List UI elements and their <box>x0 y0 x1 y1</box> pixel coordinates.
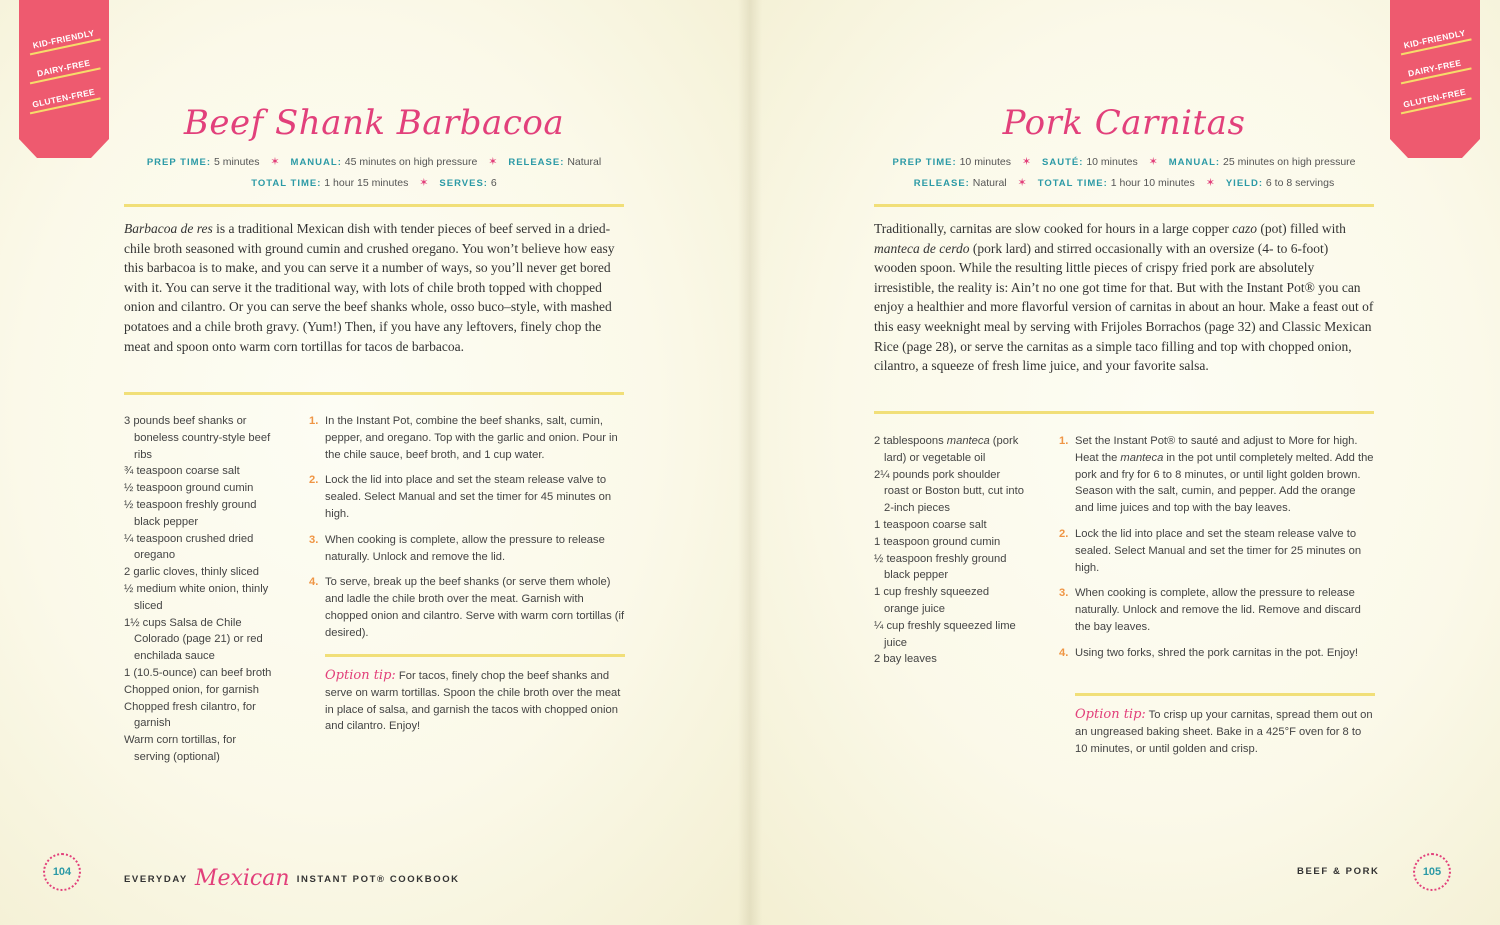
ingredient-text-a: 2 tablespoons <box>874 435 947 447</box>
option-tip-label: Option tip: <box>325 668 396 683</box>
ingredient-item: Chopped onion, for garnish <box>124 683 259 696</box>
total-time-label: TOTAL TIME: <box>251 178 322 189</box>
divider <box>874 204 1374 207</box>
ingredient-item: Warm corn tortillas, for serving (optional) <box>124 734 237 763</box>
tag-gluten-free: GLUTEN-FREE <box>1398 86 1471 115</box>
release-label: RELEASE: <box>508 157 565 168</box>
step-text: To serve, break up the beef shanks (or serve them whole) and ladle the chile broth over the meat. Garnish with chopped onion and cilantro. Serve with warm corn tortillas (if desired). <box>325 576 625 639</box>
ingredient-item: 1½ cups Salsa de Chile Colorado (page 21) or red enchilada sauce <box>124 616 263 663</box>
serves-value: 6 <box>490 177 497 189</box>
star-separator: ✶ <box>1017 177 1027 189</box>
ingredient-item <box>874 433 1026 467</box>
step-number: 2. <box>309 474 319 487</box>
intro-italic-manteca: manteca de cerdo <box>874 240 970 256</box>
ingredient-item: 3 pounds beef shanks or boneless country-style beef ribs <box>124 415 271 461</box>
footer-brand: Mexican <box>194 866 290 891</box>
prep-time-value: 5 minutes <box>213 156 260 168</box>
intro-italic: Barbacoa de res <box>124 221 213 236</box>
ingredients-list <box>874 433 1026 668</box>
total-time-value: 1 hour 10 minutes <box>1110 177 1195 189</box>
step-text-b: in the pot until completely melted. Add the pork and fry for 6 to 8 minutes, or until light golden brown. Season with the salt, cumin, and pepper. Add the orange and lime juices and top with the bay leaves. <box>1075 451 1374 515</box>
ingredient-item: ¾ teaspoon coarse salt <box>124 465 240 478</box>
step-number: 3. <box>309 533 319 546</box>
divider <box>124 204 624 207</box>
step-number: 3. <box>1059 587 1069 600</box>
divider <box>325 654 625 657</box>
saute-label: SAUTÉ: <box>1042 157 1084 168</box>
ingredients-list <box>124 413 274 766</box>
right-page <box>750 0 1500 925</box>
step-text: Using two forks, shred the pork carnitas in the pot. Enjoy! <box>1075 646 1358 659</box>
recipe-meta <box>124 152 624 194</box>
step-number: 2. <box>1059 527 1069 540</box>
ingredient-item: ¼ cup freshly squeezed lime juice <box>874 619 1016 649</box>
intro-text-c: (pork lard) and stirred occasionally with an oversize (4- to 6-foot) wooden spoon. While the resulting little pieces of crispy fried pork are absolutely irresistible, the reality is: Ain’t no one got time for that. But with the Instant Pot® you can enjoy a healthier and more flavorful version of carnitas in about an hour. Make a feast out of this easy weeknight meal by serving with Frijoles Borrachos (page 32) and Classic Mexican Rice (page 28), or serve the carnitas as a simple taco filling and top with chopped onion, cilantro, a squeeze of fresh lime juice, and your favorite salsa. <box>874 240 1374 374</box>
star-separator: ✶ <box>419 177 429 189</box>
manual-label: MANUAL: <box>290 157 342 168</box>
tag-gluten-free: GLUTEN-FREE <box>27 86 100 115</box>
step-text: In the Instant Pot, combine the beef shanks, salt, cumin, pepper, and oregano. Top with the garlic and onion. Pour in the chile sauce, beef broth, and 1 cup water. <box>325 415 618 461</box>
ingredient-item: ¼ teaspoon crushed dried oregano <box>124 532 254 562</box>
step-item <box>309 574 625 641</box>
saute-value: 10 minutes <box>1086 156 1138 168</box>
option-tip-text: To crisp up your carnitas, spread them out on an ungreased baking sheet. Bake in a 425°F oven for 8 to 10 minutes, or until golden and crisp. <box>1075 709 1373 755</box>
page-number: 104 <box>43 853 81 891</box>
ingredient-item: 2 garlic cloves, thinly sliced <box>124 566 259 579</box>
tag-kid-friendly: KID-FRIENDLY <box>27 27 100 56</box>
step-number: 4. <box>1059 646 1069 659</box>
ingredient-italic: manteca <box>946 435 990 447</box>
footer-book-name: INSTANT POT® COOKBOOK <box>296 874 460 885</box>
manual-value: 45 minutes on high pressure <box>344 156 478 168</box>
ingredient-item: 1 cup freshly squeezed orange juice <box>874 586 990 615</box>
ingredient-item: 1 (10.5-ounce) can beef broth <box>124 666 272 679</box>
prep-time-label: PREP TIME: <box>146 157 212 168</box>
book-footer <box>124 866 460 891</box>
recipe-title: Beef Shank Barbacoa <box>183 103 565 143</box>
diet-tags-banner <box>19 0 109 158</box>
recipe-meta <box>874 152 1374 194</box>
option-tip-label: Option tip: <box>1075 707 1146 722</box>
star-separator: ✶ <box>270 156 280 168</box>
step-item <box>309 532 625 566</box>
step-number: 4. <box>309 576 319 589</box>
recipe-intro <box>874 219 1374 376</box>
yield-label: YIELD: <box>1225 178 1263 189</box>
prep-time-value: 10 minutes <box>959 156 1011 168</box>
ingredient-item: 2 bay leaves <box>874 653 937 666</box>
divider <box>124 392 624 395</box>
ingredient-item: ½ medium white onion, thinly sliced <box>124 582 269 612</box>
step-text: Lock the lid into place and set the steam release valve to sealed. Select Manual and set the timer for 25 minutes on high. <box>1075 527 1362 574</box>
release-label: RELEASE: <box>913 178 970 189</box>
ingredient-item: ½ teaspoon freshly ground black pepper <box>874 552 1007 582</box>
intro-text-b: (pot) filled with <box>1257 221 1346 236</box>
meta-row-1 <box>124 152 624 173</box>
total-time-label: TOTAL TIME: <box>1037 178 1108 189</box>
star-separator: ✶ <box>1148 156 1158 168</box>
option-tip <box>1075 707 1375 757</box>
step-number: 1. <box>1059 435 1069 447</box>
ingredient-item: 1 teaspoon coarse salt <box>874 518 987 531</box>
meta-row-1 <box>874 152 1374 173</box>
recipe-title: Pork Carnitas <box>1002 103 1246 143</box>
step-text: When cooking is complete, allow the pressure to release naturally. Unlock and remove the lid. <box>325 533 605 563</box>
ingredient-item: Chopped fresh cilantro, for garnish <box>124 700 256 730</box>
step-item <box>309 413 625 463</box>
ingredient-text-b: (pork lard) or vegetable oil <box>884 435 1019 464</box>
option-tip <box>325 668 625 735</box>
book-gutter <box>738 0 762 925</box>
diet-tags-banner <box>1390 0 1480 158</box>
step-italic: manteca <box>1120 451 1164 464</box>
star-separator: ✶ <box>1205 177 1215 189</box>
step-item <box>1059 585 1375 635</box>
prep-time-label: PREP TIME: <box>892 157 957 168</box>
intro-italic-cazo: cazo <box>1232 221 1258 236</box>
ingredient-item: ½ teaspoon freshly ground black pepper <box>124 498 257 528</box>
meta-row-2 <box>124 173 624 194</box>
step-item <box>309 472 625 522</box>
divider <box>874 411 1374 414</box>
intro-text-a: Traditionally, carnitas are slow cooked for hours in a large copper <box>874 221 1233 236</box>
step-number: 1. <box>309 415 319 427</box>
step-text-a: Set the Instant Pot® to sauté and adjust to More for high. Heat the <box>1075 435 1358 464</box>
manual-value: 25 minutes on high pressure <box>1223 156 1356 168</box>
star-separator: ✶ <box>1021 156 1032 168</box>
divider <box>1075 693 1375 696</box>
page-number: 105 <box>1413 853 1451 891</box>
section-footer: BEEF & PORK <box>1297 866 1380 877</box>
footer-everyday: EVERYDAY <box>124 874 188 885</box>
intro-text: is a traditional Mexican dish with tender pieces of beef served in a dried-chile broth seasoned with ground cumin and crushed oregano. You won’t believe how easy this barbacoa is to make, and you can serve it a number of ways, so you’ll never get bored with it. You can serve it the traditional way, with lots of chile broth topped with chopped onion and cilantro. Or you can serve the beef shanks whole, osso buco–style, with mashed potatoes and a chile broth gravy. (Yum!) Then, if you have any leftovers, finely chop the meat and spoon onto warm corn tortillas for tacos de barbacoa. <box>124 221 615 354</box>
step-item <box>1059 433 1375 517</box>
ingredient-item: ½ teaspoon ground cumin <box>124 482 254 495</box>
release-value: Natural <box>972 177 1007 189</box>
tag-dairy-free: DAIRY-FREE <box>1398 56 1471 85</box>
step-text: Lock the lid into place and set the steam release valve to sealed. Select Manual and set the timer for 45 minutes on high. <box>325 474 612 520</box>
yield-value: 6 to 8 servings <box>1265 177 1335 189</box>
star-separator: ✶ <box>488 156 498 168</box>
step-item <box>1059 645 1375 662</box>
meta-row-2 <box>874 173 1374 194</box>
ingredient-item: 2¼ pounds pork shoulder roast or Boston butt, cut into 2-inch pieces <box>874 468 1024 515</box>
tag-dairy-free: DAIRY-FREE <box>27 56 100 85</box>
serves-label: SERVES: <box>439 178 488 189</box>
recipe-intro <box>124 219 624 356</box>
step-text: When cooking is complete, allow the pressure to release naturally. Unlock and remove the lid. Remove and discard the bay leaves. <box>1075 587 1361 633</box>
tag-kid-friendly: KID-FRIENDLY <box>1398 27 1471 56</box>
steps-list <box>1059 433 1375 671</box>
option-tip-text: For tacos, finely chop the beef shanks and serve on warm tortillas. Spoon the chile broth over the meat in place of salsa, and garnish the tacos with chopped onion and cilantro. Enjoy! <box>325 670 621 733</box>
release-value: Natural <box>567 156 602 168</box>
ingredient-item: 1 teaspoon ground cumin <box>874 535 1001 548</box>
steps-list <box>309 413 625 651</box>
total-time-value: 1 hour 15 minutes <box>324 177 409 189</box>
step-item <box>1059 526 1375 576</box>
manual-label: MANUAL: <box>1168 157 1221 168</box>
